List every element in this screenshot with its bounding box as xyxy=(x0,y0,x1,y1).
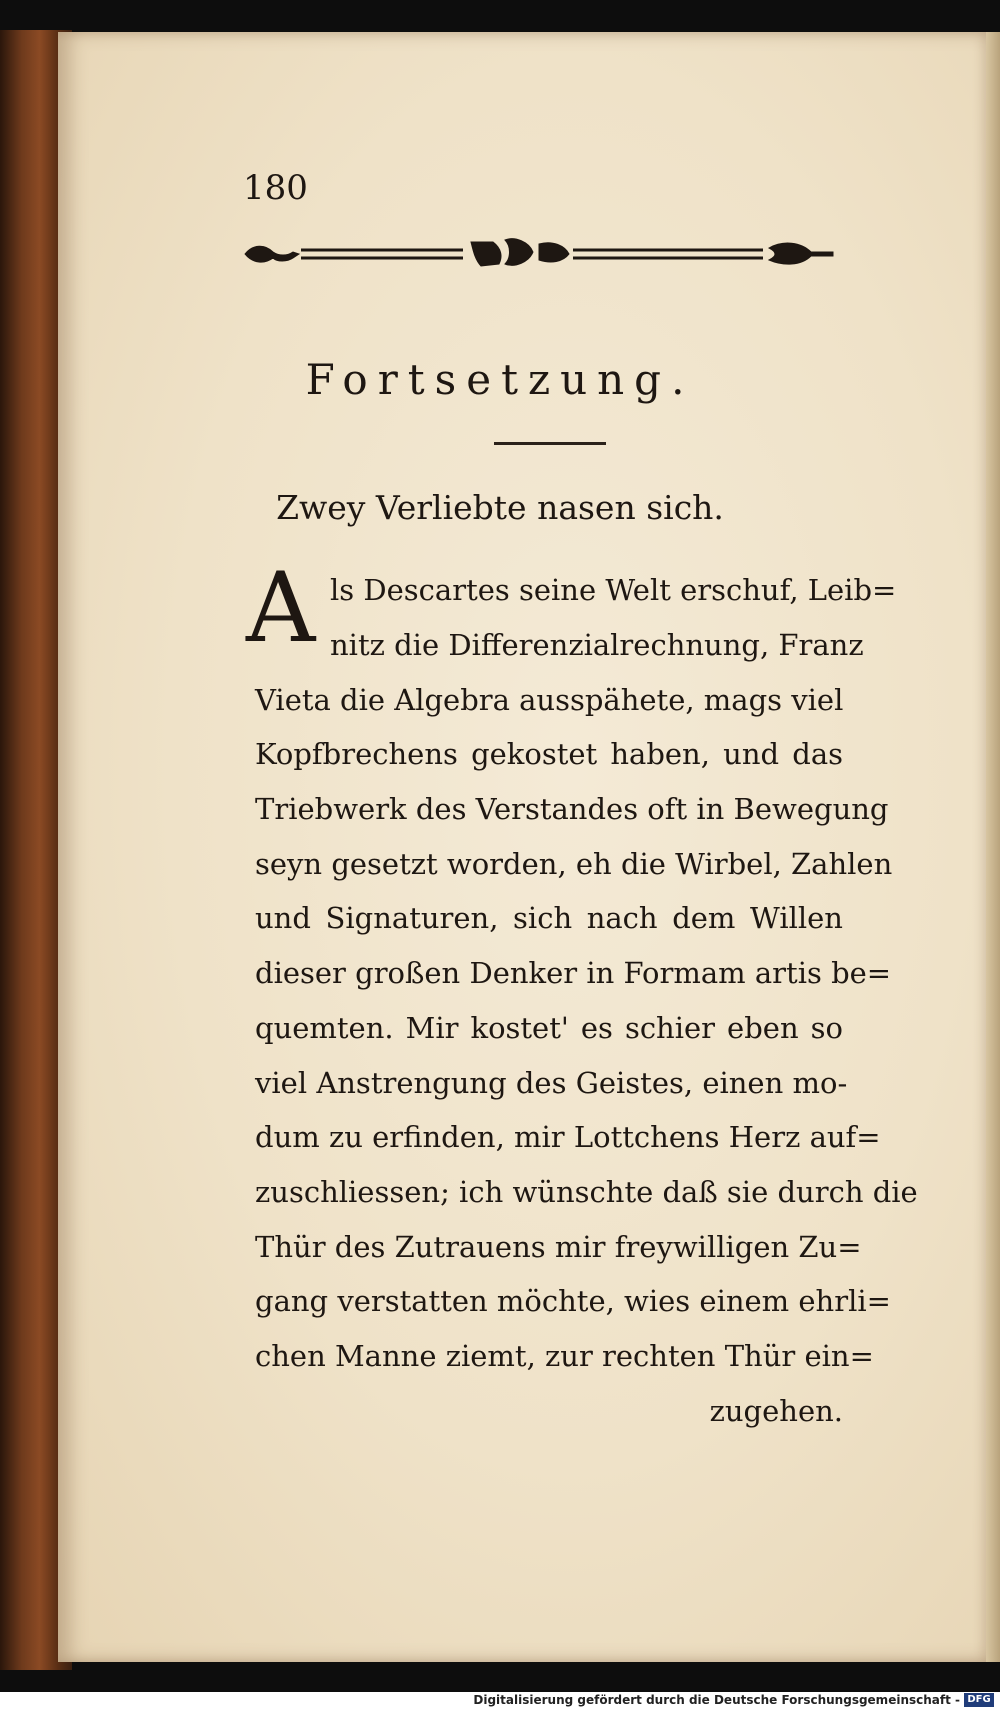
text-line: gang verstatten möchte, wies einem ehrli= xyxy=(255,1284,891,1318)
text-line: viel Anstrengung des Geistes, einen mo- xyxy=(255,1066,848,1100)
text-line: Vieta die Algebra ausspähete, mags viel xyxy=(255,683,844,717)
text-line: seyn gesetzt worden, eh die Wirbel, Zahlen xyxy=(255,847,893,881)
funding-credit: Digitalisierung gefördert durch die Deutsche Forschungsgemeinschaft - xyxy=(473,1693,960,1707)
text-line-catchword: zugehen. xyxy=(709,1394,843,1428)
text-line: Kopfbrechens gekostet haben, und das xyxy=(255,737,843,771)
page-edge xyxy=(986,32,1000,1662)
chapter-title: Fortsetzung. xyxy=(305,355,695,404)
text-line: dum zu erfinden, mir Lottchens Herz auf= xyxy=(255,1120,881,1154)
text-line: Thür des Zutrauens mir freywilligen Zu= xyxy=(255,1230,862,1264)
dfg-logo: DFG xyxy=(964,1693,994,1707)
text-line: ls Descartes seine Welt erschuf, Leib= xyxy=(330,573,897,607)
page-number: 180 xyxy=(243,168,308,208)
ornamental-divider xyxy=(243,234,838,274)
text-line: und Signaturen, sich nach dem Willen xyxy=(255,901,843,935)
text-line: Triebwerk des Verstandes oft in Bewegung xyxy=(255,792,889,826)
text-line: zuschliessen; ich wünschte daß sie durch die xyxy=(255,1175,918,1209)
text-line: dieser großen Denker in Formam artis be= xyxy=(255,956,892,990)
chapter-subtitle: Zwey Verliebte nasen sich. xyxy=(276,488,724,527)
title-rule xyxy=(494,442,606,445)
text-line: chen Manne ziemt, zur rechten Thür ein= xyxy=(255,1339,874,1373)
text-line: nitz die Differenzialrechnung, Franz xyxy=(330,628,864,662)
drop-cap: A xyxy=(246,552,316,664)
text-line: quemten. Mir kostet' es schier eben so xyxy=(255,1011,843,1045)
